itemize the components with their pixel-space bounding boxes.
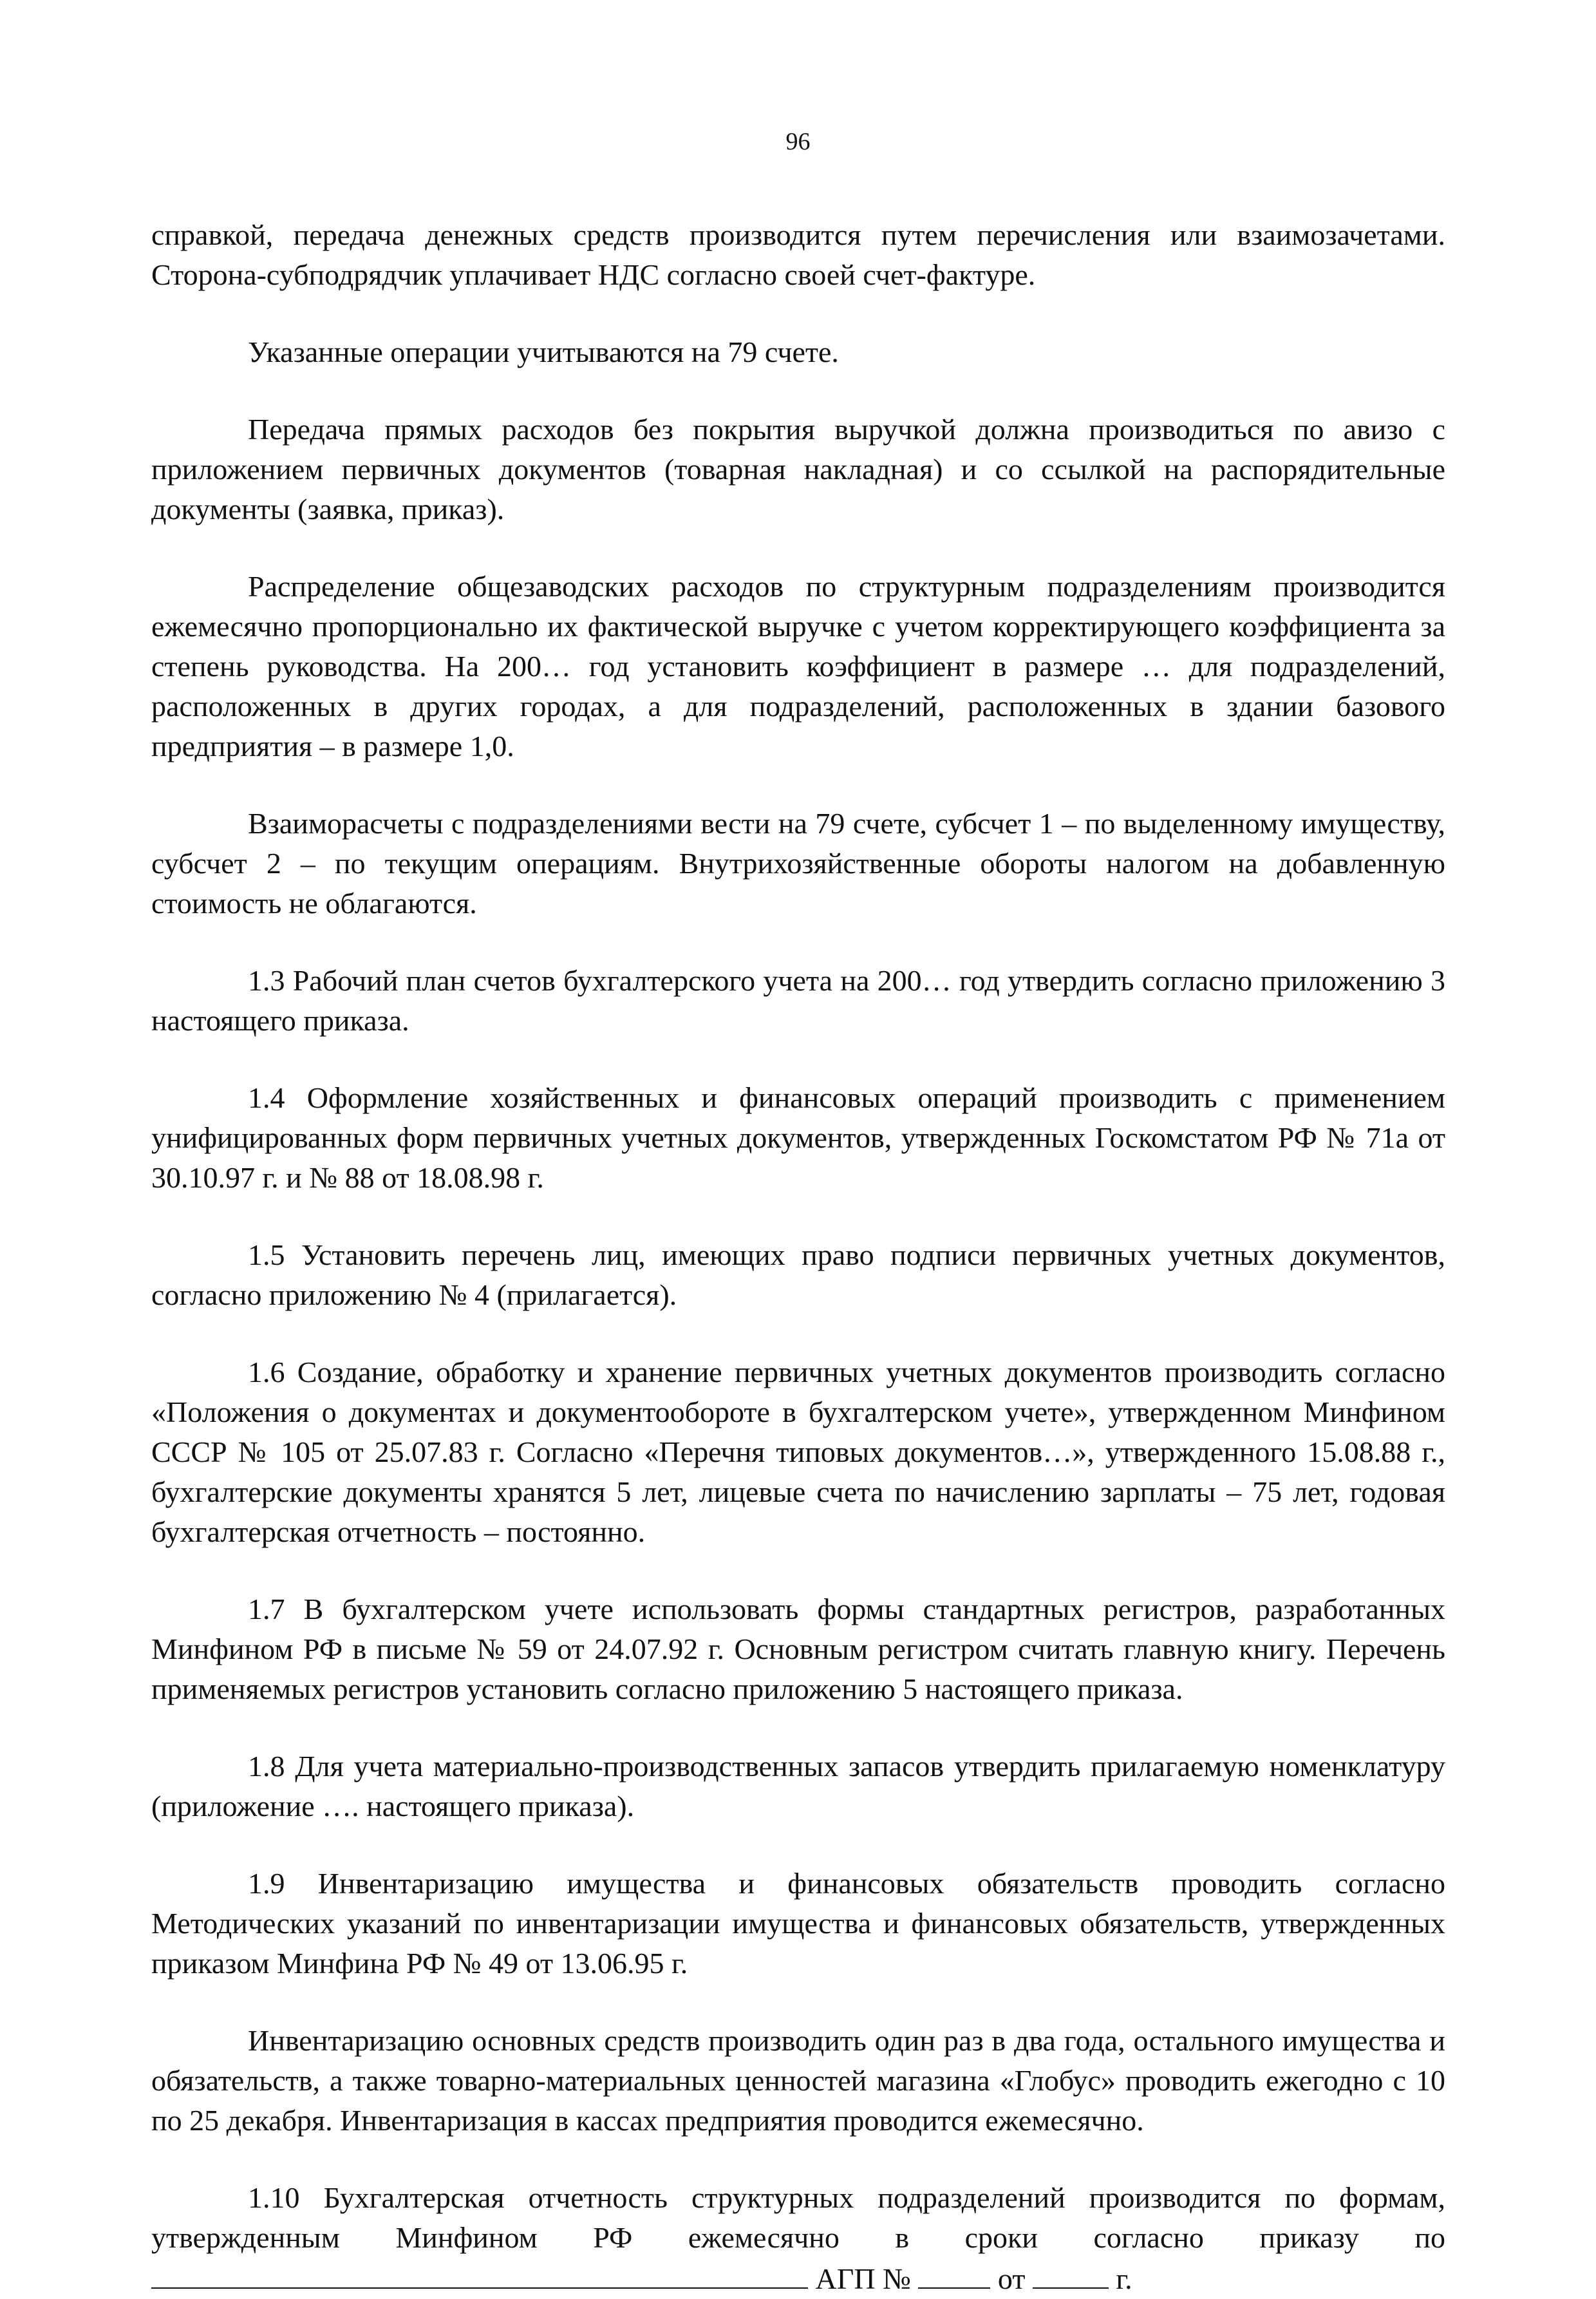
paragraph-1-10-text: 1.10 Бухгалтерская отчетность структурных подразделений производится по формам, утвержденным Минфином РФ ежемесячно в сроки согласно приказу по: [151, 2181, 1445, 2254]
paragraph-account-79: Указанные операции учитываются на 79 счете.: [248, 336, 839, 368]
page-number: 96: [785, 128, 811, 155]
blank-line-order-date: [1033, 2258, 1109, 2289]
paragraph-inventory: Инвентаризацию основных средств производить один раз в два года, остального имущества и обязательств, а также товарно-материальных ценностей магазина «Глобус» проводить ежегодно с 10 по 25 декабря. Инвентаризация в кассах предприятия проводится ежемесячно.: [151, 2024, 1445, 2137]
signature-line: [151, 2262, 1132, 2295]
paragraph-settlements: Взаиморасчеты с подразделениями вести на 79 счете, субсчет 1 – по выделенному имуществу, субсчет 2 – по текущим операциям. Внутрихозяйственные обороты налогом на добавленную стоимость не облагаются.: [151, 807, 1445, 920]
from-label: от: [997, 2262, 1026, 2295]
paragraph-1-9: 1.9 Инвентаризацию имущества и финансовых обязательств проводить согласно Методических указаний по инвентаризации имущества и финансовых обязательств, утвержденных приказом Минфина РФ № 49 от 13.06.95 г.: [151, 1867, 1445, 1980]
paragraph-1-6: 1.6 Создание, обработку и хранение первичных учетных документов производить согласно «Положения о документах и документообороте в бухгалтерском учете», утвержденном Минфином СССР № 105 от 25.07.83 г. Согласно «Перечня типовых документов…», утвержденного 15.08.88 г., бухгалтерские документы хранятся 5 лет, лицевые счета по начислению зарплаты – 75 лет, годовая бухгалтерская отчетность – постоянно.: [151, 1356, 1445, 1548]
paragraph-1-5: 1.5 Установить перечень лиц, имеющих право подписи первичных учетных документов, согласно приложению № 4 (прилагается).: [151, 1238, 1445, 1311]
paragraph-direct-costs: Передача прямых расходов без покрытия выручкой должна производиться по авизо с приложением первичных документов (товарная накладная) и со ссылкой на распорядительные документы (заявка, приказ).: [151, 413, 1445, 525]
paragraph-continuation: справкой, передача денежных средств производится путем перечисления или взаимозачетами. Сторона-субподрядчик уплачивает НДС согласно своей счет-фактуре.: [151, 218, 1445, 291]
paragraph-1-4: 1.4 Оформление хозяйственных и финансовых операций производить с применением унифицированных форм первичных учетных документов, утвержденных Госкомстатом РФ № 71а от 30.10.97 г. и № 88 от 18.08.98 г.: [151, 1081, 1445, 1194]
blank-line-order-source: [151, 2258, 808, 2289]
agp-label: АГП №: [815, 2262, 911, 2295]
document-body: [151, 215, 1445, 2299]
paragraph-overhead-distribution: Распределение общезаводских расходов по структурным подразделениям производится ежемесячно пропорционально их фактической выручке с учетом корректирующего коэффициента за степень руководства. На 200… год установить коэффициент в размере … для подразделений, расположенных в других городах, а для подразделений, расположенных в здании базового предприятия – в размере 1,0.: [151, 570, 1445, 762]
paragraph-1-10: [151, 2178, 1445, 2299]
paragraph-1-3: 1.3 Рабочий план счетов бухгалтерского учета на 200… год утвердить согласно приложению 3 настоящего приказа.: [151, 964, 1445, 1037]
blank-line-order-number: [918, 2258, 990, 2289]
year-label: г.: [1116, 2262, 1132, 2295]
paragraph-1-7: 1.7 В бухгалтерском учете использовать формы стандартных регистров, разработанных Минфином РФ в письме № 59 от 24.07.92 г. Основным регистром считать главную книгу. Перечень применяемых регистров установить согласно приложению 5 настоящего приказа.: [151, 1593, 1445, 1705]
paragraph-1-8: 1.8 Для учета материально-производственных запасов утвердить прилагаемую номенклатуру (приложение …. настоящего приказа).: [151, 1750, 1445, 1822]
